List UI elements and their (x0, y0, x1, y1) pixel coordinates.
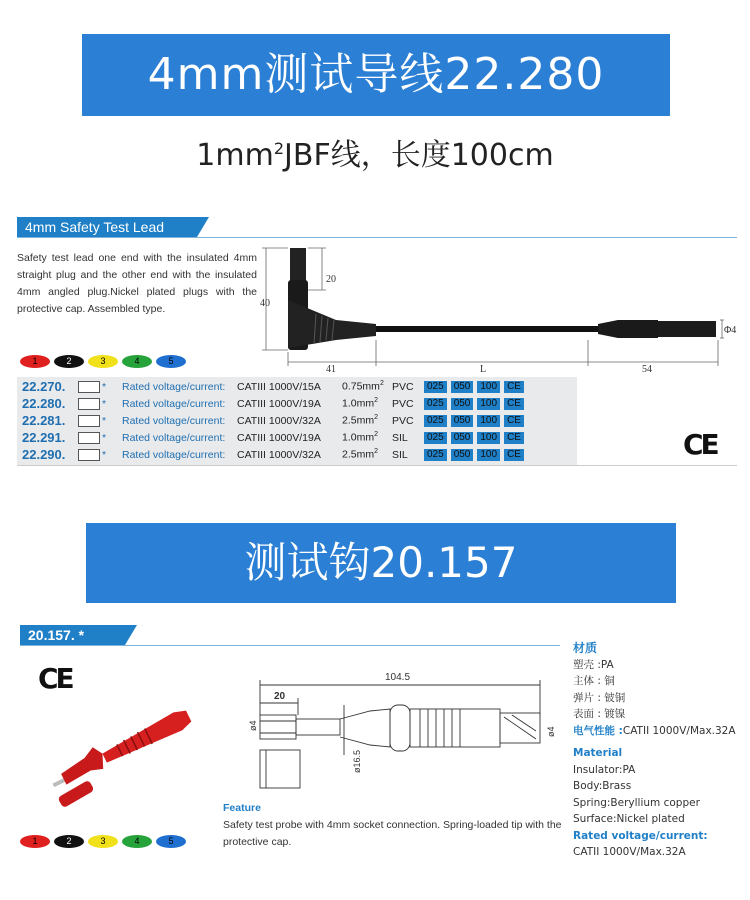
cross-section-value: 2.5mm (342, 448, 375, 461)
lead-description: Safety test lead one end with the insulated 4mm straight plug and the other end with the insulated 4mm angled plug.Nickel plated plugs with the protective cap. Assembled type. (17, 252, 257, 315)
probe-drawing (240, 665, 560, 795)
lead-subtitle (0, 130, 750, 174)
material-en-item: Surface:Nickel plated (573, 813, 685, 825)
lead-bottom-rule (17, 465, 737, 466)
color-dot-red: 1 (20, 835, 50, 848)
feature-heading: Feature (223, 802, 261, 814)
probe-materials (573, 640, 736, 861)
product-code: 22.290. (22, 447, 66, 462)
probe-tip (53, 778, 66, 787)
color-dot-blue: 5 (156, 355, 186, 368)
cross-section-sup: 2 (374, 448, 378, 456)
star-mark: * (102, 431, 107, 444)
option-chip: CE (504, 449, 524, 461)
lead-section-tab: 4mm Safety Test Lead (17, 217, 197, 237)
cross-section (342, 380, 392, 393)
product-code: 22.291. (22, 430, 66, 445)
option-chip: 050 (451, 415, 474, 427)
color-dot-red: 1 (20, 355, 50, 368)
option-chip: CE (504, 415, 524, 427)
electrical-cn (573, 723, 736, 740)
dim-40: 40 (260, 298, 270, 309)
probe-color-options (20, 835, 186, 848)
star-mark: * (102, 380, 107, 393)
lead-color-options (20, 355, 186, 368)
cross-section-sup: 2 (374, 397, 378, 405)
category-value: CATIII 1000V/19A (237, 431, 321, 444)
insulation-material: PVC (392, 414, 414, 427)
spec-row (22, 429, 528, 446)
lead-section-rule (17, 237, 737, 238)
option-chip: 100 (477, 432, 500, 444)
probe-dim-20: 20 (274, 691, 286, 702)
option-chip: 100 (477, 415, 500, 427)
material-cn-item: 塑壳 :PA (573, 658, 614, 671)
cross-section-sup: 2 (374, 431, 378, 439)
color-dot-black: 2 (54, 355, 84, 368)
star-mark: * (102, 414, 107, 427)
dim-41: 41 (326, 364, 336, 375)
option-chip: CE (504, 381, 524, 393)
electrical-cn-label: 电气性能 : (573, 724, 623, 737)
material-cn-heading: 材质 (573, 641, 598, 655)
option-chip: 050 (451, 381, 474, 393)
probe-dim-length: 104.5 (385, 672, 411, 683)
length-input-box (78, 398, 100, 410)
rated-value: CATII 1000V/Max.32A (573, 846, 686, 858)
material-en-item: Spring:Beryllium copper (573, 796, 700, 809)
option-chip: 025 (424, 415, 447, 427)
title-banner-lead: 4mm测试导线22.280 (82, 34, 670, 116)
cross-section-value: 0.75mm (342, 380, 380, 393)
straight-plug-pin (658, 321, 716, 337)
spec-row (22, 412, 528, 429)
star-mark: * (102, 448, 107, 461)
rated-label: Rated voltage/current: (122, 380, 226, 393)
option-chip: 025 (424, 432, 447, 444)
category-value: CATIII 1000V/32A (237, 414, 321, 427)
electrical-cn-value: CATII 1000V/Max.32A (622, 724, 736, 737)
option-chip: 025 (424, 381, 447, 393)
lead-drawing (258, 240, 748, 375)
cross-section (342, 397, 392, 410)
cross-section-sup: 2 (379, 380, 384, 388)
probe-handle (100, 707, 193, 766)
option-chip: 100 (477, 381, 500, 393)
rated-label: Rated voltage/current: (122, 397, 226, 410)
rated-label: Rated voltage/current: (122, 431, 226, 444)
probe-cap (57, 780, 94, 808)
color-dot-yellow: 3 (88, 355, 118, 368)
material-cn-item: 弹片 : 铍铜 (573, 691, 626, 704)
probe-hook-body (57, 745, 109, 787)
rated-label: Rated voltage/current: (122, 414, 226, 427)
rated-label: Rated voltage/current: (122, 448, 226, 461)
category-value: CATIII 1000V/19A (237, 397, 321, 410)
option-chip: 050 (451, 398, 474, 410)
length-input-box (78, 449, 100, 461)
dim-l: L (480, 364, 487, 375)
product-code: 22.280. (22, 396, 66, 411)
length-input-box (78, 432, 100, 444)
cross-section (342, 414, 392, 427)
spec-row (22, 446, 528, 463)
option-chip: 100 (477, 398, 500, 410)
probe-feature (223, 800, 563, 851)
probe-section-rule (20, 645, 560, 646)
rated-heading: Rated voltage/current: (573, 829, 708, 842)
cross-section-value: 1.0mm (342, 431, 375, 444)
cross-section (342, 431, 392, 444)
straight-plug-body (598, 320, 658, 338)
probe-section-tab: 20.157. * (20, 625, 125, 645)
product-code: 22.281. (22, 413, 66, 428)
option-chip: CE (504, 398, 524, 410)
spec-row (22, 378, 528, 395)
option-chip: 050 (451, 432, 474, 444)
category-value: CATIII 1000V/32A (237, 448, 321, 461)
spec-row (22, 395, 528, 412)
cross-section (342, 448, 392, 461)
cross-section-sup: 2 (374, 414, 378, 422)
cross-section-value: 2.5mm (342, 414, 375, 427)
probe-dim-phi4b: ø4 (546, 726, 556, 737)
product-code: 22.270. (22, 379, 66, 394)
length-input-box (78, 381, 100, 393)
subtitle-sup: 2 (273, 139, 285, 158)
feature-text: Safety test probe with 4mm socket connection. Spring-loaded tip with the protective cap. (223, 819, 562, 848)
option-chip: 100 (477, 449, 500, 461)
color-dot-green: 4 (122, 835, 152, 848)
color-dot-blue: 5 (156, 835, 186, 848)
color-dot-yellow: 3 (88, 835, 118, 848)
ce-mark-lead: CE (683, 428, 717, 461)
angled-plug-boot (288, 300, 376, 348)
dim-phi4: Φ4 (724, 325, 737, 336)
subtitle-post: JBF线，长度100cm (284, 138, 554, 173)
insulation-material: SIL (392, 431, 408, 444)
insulation-material: PVC (392, 397, 414, 410)
probe-dim-phi4: ø4 (248, 720, 258, 731)
option-chip: CE (504, 432, 524, 444)
category-value: CATIII 1000V/15A (237, 380, 321, 393)
insulation-material: PVC (392, 380, 414, 393)
subtitle-pre: 1mm (196, 138, 274, 173)
title-banner-probe: 测试钩20.157 (86, 523, 676, 603)
cross-section-value: 1.0mm (342, 397, 375, 410)
color-dot-black: 2 (54, 835, 84, 848)
option-chip: 025 (424, 449, 447, 461)
probe-photo (28, 695, 218, 820)
star-mark: * (102, 397, 107, 410)
option-chip: 050 (451, 449, 474, 461)
ce-mark-probe: CE (38, 662, 72, 695)
color-dot-green: 4 (122, 355, 152, 368)
material-cn-item: 主体 : 铜 (573, 675, 615, 687)
material-en-item: Body:Brass (573, 780, 632, 792)
probe-dim-phi165: ø16.5 (352, 749, 362, 773)
cable (376, 326, 598, 332)
material-cn-item: 表面 : 镀镍 (573, 708, 626, 720)
option-chip: 025 (424, 398, 447, 410)
dim-20: 20 (326, 274, 336, 285)
dim-54: 54 (642, 364, 652, 375)
material-en-item: Insulator:PA (573, 763, 636, 776)
insulation-material: SIL (392, 448, 408, 461)
material-en-heading: Material (573, 747, 623, 759)
length-input-box (78, 415, 100, 427)
